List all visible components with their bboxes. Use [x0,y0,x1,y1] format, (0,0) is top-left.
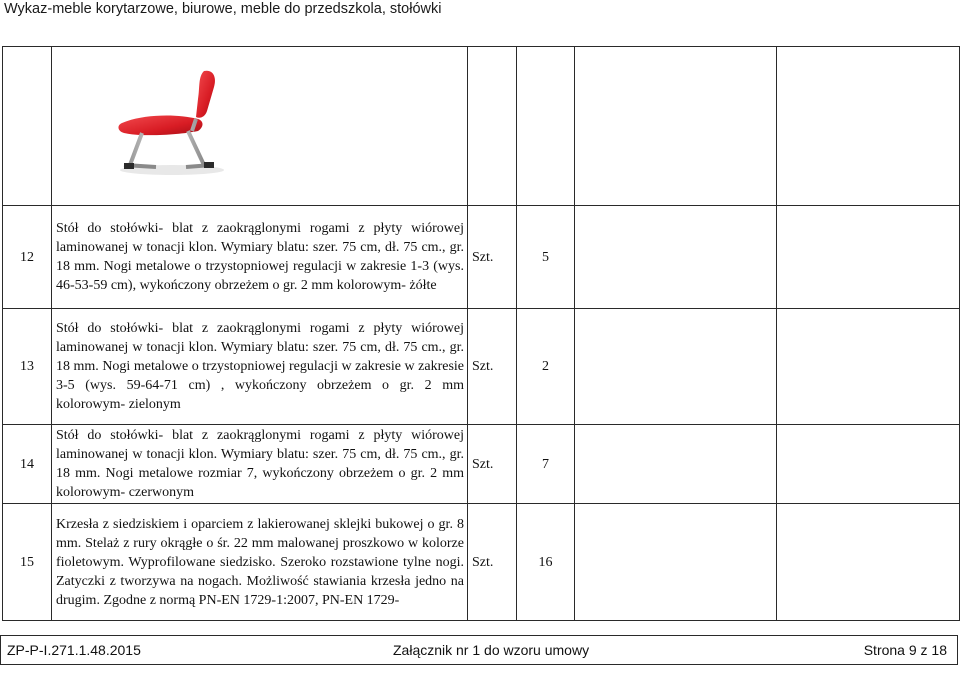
cell-empty [3,47,52,206]
row-value [777,206,960,309]
row-description: Stół do stołówki- blat z zaokrąglonymi rogami z płyty wiórowej laminowanej w tonacji klon. Wymiary blatu: szer. 75 cm, dł. 75 cm., gr. 18 mm. Nogi metalowe rozmiar 7, wykończony obrzeżem o gr. 2 mm kolorowym- czerwonym [52,425,468,504]
cell-empty [517,47,575,206]
specification-table [2,46,960,621]
product-image-cell [52,47,468,206]
row-value [777,309,960,425]
page-footer [0,635,958,665]
table-row [3,504,960,621]
row-quantity: 7 [517,425,575,504]
image-row [3,47,960,206]
row-unit: Szt. [468,425,517,504]
row-price [575,309,777,425]
row-price [575,504,777,621]
row-number: 15 [3,504,52,621]
row-value [777,425,960,504]
row-description: Krzesła z siedziskiem i oparciem z lakierowanej sklejki bukowej o gr. 8 mm. Stelaż z rury okrągłe o śr. 22 mm malowanej proszkowo w kolorze fioletowym. Wyprofilowane siedzisko. Szeroko rozstawione tylne nogi. Zatyczki z tworzywa na nogach. Możliwość stawiania krzesła jedno na drugim. Zgodne z normą PN-EN 1729-1:2007, PN-EN 1729- [52,504,468,621]
footer-page-number: Strona 9 z 18 [863,642,947,658]
row-description: Stół do stołówki- blat z zaokrąglonymi rogami z płyty wiórowej laminowanej w tonacji klon. Wymiary blatu: szer. 75 cm, dł. 75 cm., gr. 18 mm. Nogi metalowe o trzystopniowej regulacji w zakresie 1-3 (wys. 46-53-59 cm), wykończony obrzeżem o gr. 2 mm kolorowym- żółte [52,206,468,309]
footer-reference: ZP-P-I.271.1.48.2015 [7,642,141,658]
document-title: Wykaz-meble korytarzowe, biurowe, meble do przedszkola, stołówki [4,1,442,17]
row-description: Stół do stołówki- blat z zaokrąglonymi rogami z płyty wiórowej laminowanej w tonacji klon. Wymiary blatu: szer. 75 cm, dł. 75 cm., gr. 18 mm. Nogi metalowe o trzystopniowej regulacji w zakresie w zakresie 3-5 (wys. 59-64-71 cm) , wykończony obrzeżem o gr. 2 mm kolorowym- zielonym [52,309,468,425]
red-chair-image [112,63,262,193]
table-row [3,206,960,309]
row-value [777,504,960,621]
row-price [575,425,777,504]
row-unit: Szt. [468,504,517,621]
cell-empty [777,47,960,206]
row-price [575,206,777,309]
row-number: 13 [3,309,52,425]
row-unit: Szt. [468,309,517,425]
row-quantity: 16 [517,504,575,621]
row-number: 14 [3,425,52,504]
footer-attachment: Załącznik nr 1 do wzoru umowy [393,642,590,658]
table-row [3,309,960,425]
row-quantity: 5 [517,206,575,309]
table-row [3,425,960,504]
row-number: 12 [3,206,52,309]
row-quantity: 2 [517,309,575,425]
cell-empty [468,47,517,206]
cell-empty [575,47,777,206]
row-unit: Szt. [468,206,517,309]
